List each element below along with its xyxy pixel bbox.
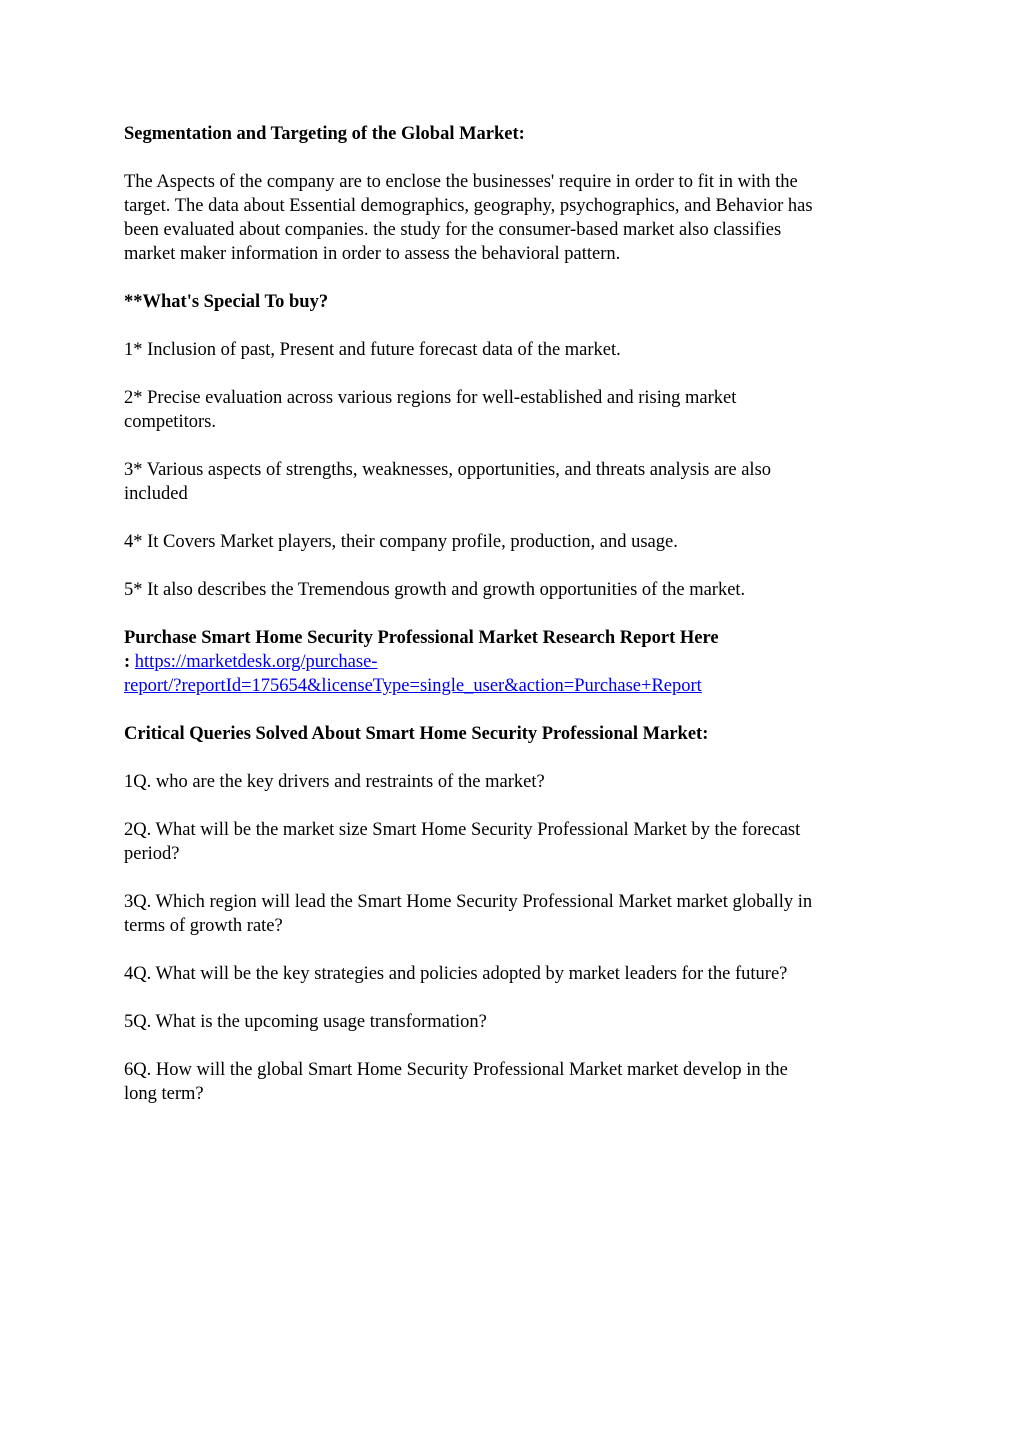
query-item [124,1010,904,1034]
special-item-line: 4* It Covers Market players, their company profile, production, and usage. [124,532,678,552]
query-item [124,770,904,794]
spacer [124,866,904,890]
spacer [124,314,904,338]
purchase-heading: Purchase Smart Home Security Professional Market Research Report Here [124,628,719,648]
special-item [124,458,904,506]
spacer [124,938,904,962]
special-item [124,530,904,554]
query-item [124,890,904,938]
purchase-link-block [124,650,904,698]
segmentation-line: been evaluated about companies. the study for the consumer-based market also classifies [124,220,782,240]
segmentation-line: The Aspects of the company are to enclose the businesses' require in order to fit in with the [124,172,798,192]
special-item-line: 3* Various aspects of strengths, weaknesses, opportunities, and threats analysis are also [124,460,772,480]
spacer [124,554,904,578]
segmentation-paragraph [124,170,904,266]
purchase-colon: : [124,652,131,672]
query-item [124,818,904,866]
spacer [124,266,904,290]
special-item [124,386,904,434]
query-item-line: 2Q. What will be the market size Smart Home Security Professional Market by the forecast [124,820,801,840]
query-item-line: 3Q. Which region will lead the Smart Home Security Professional Market market globally in [124,892,813,912]
spacer [124,986,904,1010]
special-item-line: 5* It also describes the Tremendous growth and growth opportunities of the market. [124,580,746,600]
document-page [124,122,904,1106]
queries-heading: Critical Queries Solved About Smart Home Security Professional Market: [124,724,709,744]
special-item-line: 1* Inclusion of past, Present and future forecast data of the market. [124,340,621,360]
purchase-link-line: report/?reportId=175654&licenseType=single_user&action=Purchase+Report [124,676,702,696]
spacer [124,506,904,530]
special-heading: **What's Special To buy? [124,292,329,312]
spacer [124,146,904,170]
purchase-report-link[interactable] [124,652,702,696]
spacer [124,746,904,770]
spacer [124,602,904,626]
special-item-line: 2* Precise evaluation across various regions for well-established and rising market [124,388,737,408]
query-item-line: long term? [124,1084,204,1104]
segmentation-line: target. The data about Essential demographics, geography, psychographics, and Behavior has [124,196,813,216]
query-item-line: period? [124,844,180,864]
query-item-line: 6Q. How will the global Smart Home Security Professional Market market develop in the [124,1060,788,1080]
special-item [124,578,904,602]
spacer [124,362,904,386]
query-item-line: 5Q. What is the upcoming usage transformation? [124,1012,487,1032]
special-item [124,338,904,362]
special-item-line: included [124,484,188,504]
query-item-line: 1Q. who are the key drivers and restraints of the market? [124,772,545,792]
spacer [124,794,904,818]
purchase-link-line: https://marketdesk.org/purchase- [134,652,378,672]
query-item [124,1058,904,1106]
segmentation-heading: Segmentation and Targeting of the Global Market: [124,124,525,144]
special-item-line: competitors. [124,412,216,432]
segmentation-line: market maker information in order to assess the behavioral pattern. [124,244,621,264]
query-item [124,962,904,986]
spacer [124,698,904,722]
query-item-line: 4Q. What will be the key strategies and policies adopted by market leaders for the future? [124,964,788,984]
spacer [124,1034,904,1058]
spacer [124,434,904,458]
query-item-line: terms of growth rate? [124,916,283,936]
